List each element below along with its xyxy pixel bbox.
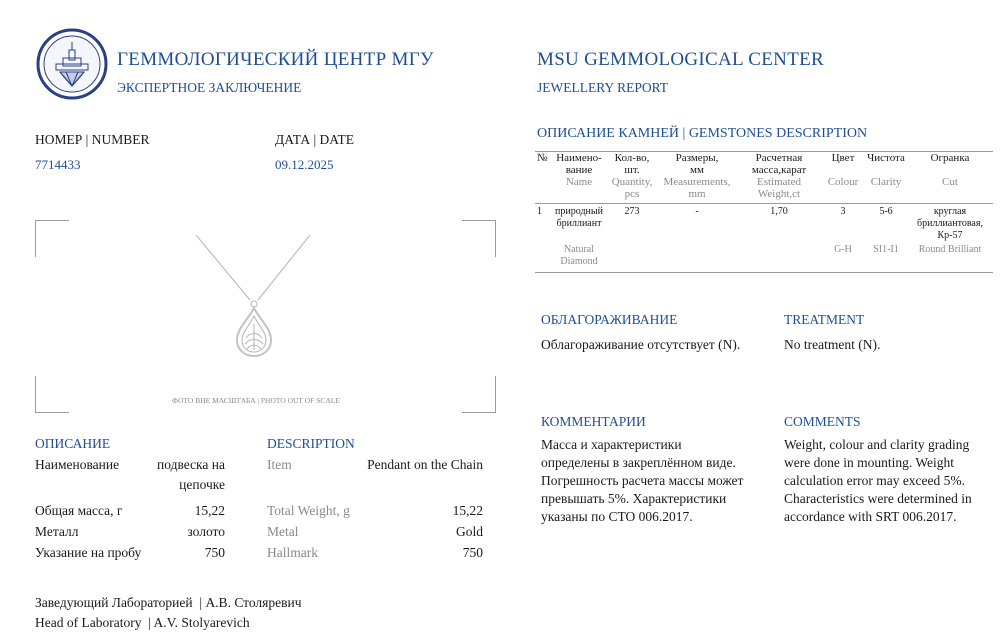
- row-ru-cell: 5-6: [879, 206, 893, 217]
- gemstones-title: ОПИСАНИЕ КАМНЕЙ | GEMSTONES DESCRIPTION: [537, 126, 868, 141]
- row-en-cell: [607, 244, 657, 268]
- header-subtitle-en: JEWELLERY REPORT: [537, 80, 669, 95]
- description-en-metal-label: Metal: [267, 524, 299, 539]
- header-ru-cell: Цвет: [831, 152, 855, 164]
- description-en-weight-label: Total Weight, g: [267, 503, 350, 518]
- comments-ru-title: КОММЕНТАРИИ: [541, 414, 646, 429]
- header-en-cell: Colour: [827, 176, 859, 188]
- description-ru-item-value-2: цепочке: [179, 477, 225, 492]
- comments-ru-text: Масса и характеристики определены в закреплённом виде. Погрешность расчета массы может превышать 5%. Характеристики указаны по СТО 006.2017.: [541, 437, 744, 524]
- header-title-ru: ГЕММОЛОГИЧЕСКИЙ ЦЕНТР МГУ: [117, 49, 434, 70]
- description-ru-metal-value: золото: [187, 524, 225, 539]
- row-en-cell: [535, 244, 551, 268]
- comments-en-text: Weight, colour and clarity grading were done in mounting. Weight calculation error may exceed 5%. Characteristics were determined in accordance with SRT 006.2017.: [784, 437, 972, 524]
- header-title-en: MSU GEMMOLOGICAL CENTER: [537, 49, 824, 70]
- header-en-cell: Measurements, mm: [663, 176, 731, 200]
- comments-en-title: COMMENTS: [784, 414, 861, 429]
- pendant-on-chain-icon: [190, 232, 320, 362]
- description-ru-item-value-1: подвеска на: [156, 457, 225, 472]
- header-en-cell: Name: [565, 176, 593, 188]
- row-ru-cell: 1: [537, 206, 542, 217]
- photo-frame-corner: [462, 220, 496, 257]
- header-ru-cell: Расчетная масса,карат: [751, 152, 807, 176]
- description-ru-hallmark-label: Указание на пробу: [35, 545, 142, 560]
- date-label: ДАТА | DATE: [275, 132, 355, 147]
- description-ru-weight-value: 15,22: [194, 503, 225, 518]
- number-label: НОМЕР | NUMBER: [35, 132, 150, 147]
- header-en-cell: [535, 176, 551, 200]
- description-ru-item-label: Наименование: [35, 457, 120, 472]
- report-date: 09.12.2025: [275, 157, 334, 172]
- row-ru-cell: 273: [624, 206, 640, 217]
- row-en-cell: Natural Diamond: [560, 244, 598, 267]
- description-ru-hallmark-value: 750: [204, 545, 225, 560]
- treatment-en-text: No treatment (N).: [784, 337, 881, 352]
- description-en-item-label: Item: [267, 457, 292, 472]
- header-en-cell: Cut: [942, 176, 958, 188]
- header-en-cell: Clarity: [870, 176, 902, 188]
- description-ru-weight-label: Общая масса, г: [35, 503, 123, 518]
- gemstones-table-bottom-rule: [535, 272, 993, 273]
- description-en-title: DESCRIPTION: [267, 436, 355, 451]
- description-en-metal-value: Gold: [456, 524, 483, 539]
- row-ru-cell: круглая бриллиантовая, Кр-57: [917, 206, 983, 241]
- description-en-hallmark-value: 750: [462, 545, 483, 560]
- row-ru-cell: 3: [840, 206, 846, 217]
- header-ru-cell: Чистота: [867, 152, 905, 164]
- signature-ru: Заведующий Лабораторией | А.В. Столяревич: [35, 595, 302, 610]
- logo: [36, 28, 108, 100]
- description-en-hallmark-label: Hallmark: [267, 545, 318, 560]
- row-ru-cell: природный бриллиант: [555, 206, 603, 229]
- gemstones-table: [535, 152, 993, 268]
- row-ru-cell: 1,70: [770, 206, 788, 217]
- row-en-cell: Round Brilliant: [918, 244, 982, 255]
- signature-en: Head of Laboratory | A.V. Stolyarevich: [35, 615, 250, 630]
- description-ru-metal-label: Металл: [35, 524, 79, 539]
- treatment-ru-title: ОБЛАГОРАЖИВАНИЕ: [541, 312, 678, 327]
- row-en-cell: [657, 244, 737, 268]
- row-en-cell: SI1-I1: [873, 244, 899, 255]
- gemstones-header-ru-row: [535, 152, 993, 176]
- description-en-item-value: Pendant on the Chain: [367, 457, 483, 472]
- msu-building-diamond-seal-icon: [36, 28, 108, 100]
- description-en-weight-value: 15,22: [452, 503, 483, 518]
- report-number: 7714433: [35, 157, 81, 172]
- gemstones-row-en: [535, 244, 993, 268]
- header-ru-cell: Размеры, мм: [675, 152, 719, 176]
- header-ru-cell: №: [537, 152, 548, 164]
- gemstones-header-en-row: [535, 176, 993, 200]
- header-en-cell: Estimated Weight,ct: [757, 176, 801, 200]
- header-ru-cell: Огранка: [930, 152, 970, 164]
- row-en-cell: [737, 244, 821, 268]
- row-en-cell: G-H: [834, 244, 852, 255]
- header-ru-cell: Кол-во, шт.: [614, 152, 650, 176]
- pendant-photo: [190, 232, 320, 362]
- photo-frame-corner: [35, 376, 69, 413]
- header-subtitle-ru: ЭКСПЕРТНОЕ ЗАКЛЮЧЕНИЕ: [117, 80, 302, 95]
- header-ru-cell: Наимено- вание: [556, 152, 602, 176]
- treatment-en-title: TREATMENT: [784, 312, 865, 327]
- photo-frame-corner: [462, 376, 496, 413]
- description-ru-title: ОПИСАНИЕ: [35, 436, 111, 451]
- photo-caption: ФОТО ВНЕ МАСШТАБА | PHOTO OUT OF SCALE: [172, 396, 340, 405]
- row-ru-cell: -: [695, 206, 699, 217]
- gemstones-row-ru: [535, 200, 993, 244]
- header-en-cell: Quantity, pcs: [611, 176, 653, 200]
- photo-frame-corner: [35, 220, 69, 257]
- treatment-ru-text: Облагораживание отсутствует (N).: [541, 337, 741, 352]
